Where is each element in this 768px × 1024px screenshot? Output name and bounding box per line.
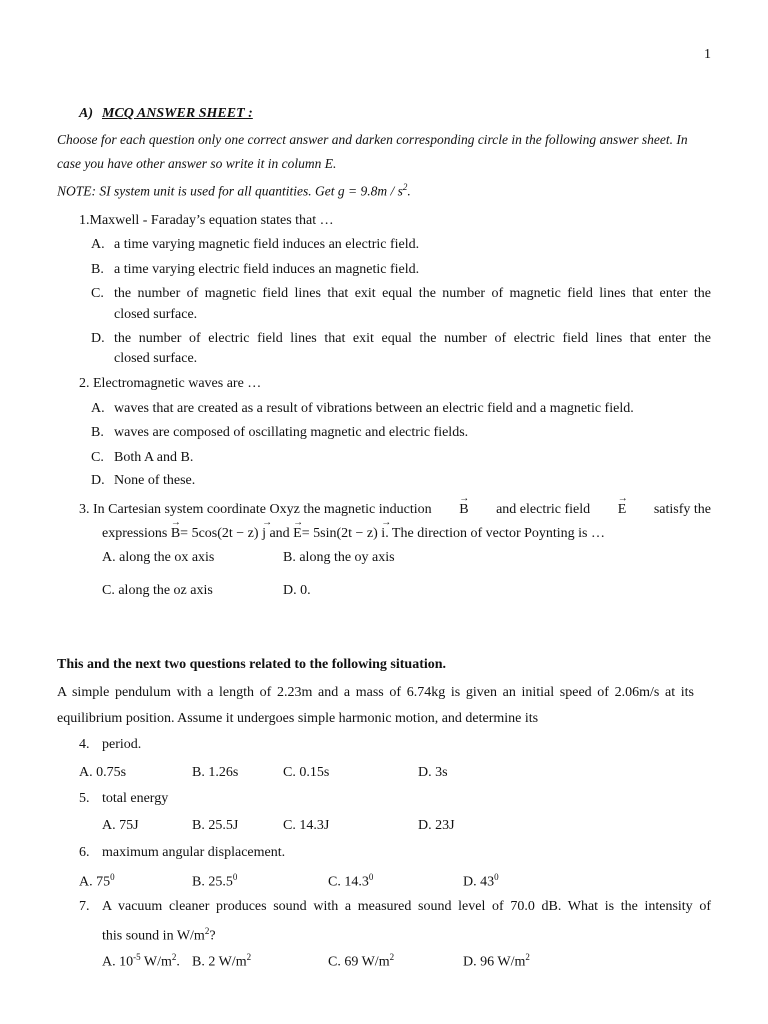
vector-e-expression: → E [293, 527, 302, 541]
q2-option-c: Both A and B. [114, 450, 194, 465]
note-end: . [407, 183, 411, 199]
q7-option-c [328, 953, 394, 970]
q3-line1 [79, 503, 711, 517]
q7-option-a-exp: -5 [133, 952, 141, 962]
q7-option-a [102, 953, 180, 970]
q3-option-d: D. 0. [283, 583, 311, 598]
note-exponent: 2 [402, 182, 408, 192]
q1-option-a-letter: A. [91, 237, 105, 252]
q4-number: 4. [79, 737, 90, 752]
q5-stem: total energy [102, 791, 169, 806]
q4-stem: period. [102, 737, 142, 752]
q7-line-2 [102, 927, 216, 944]
q7-option-a-pre: A. 10 [102, 954, 134, 970]
q7-option-d-sq: 2 [525, 952, 530, 962]
q1-option-d-letter: D. [91, 331, 105, 346]
degree-superscript: 0 [494, 872, 499, 882]
q2-option-b-letter: B. [91, 425, 104, 440]
q6-stem: maximum angular displacement. [102, 845, 286, 860]
q1-option-b-letter: B. [91, 262, 104, 277]
situation-heading: This and the next two questions related to the following situation. [57, 657, 447, 672]
q7-option-d-pre: D. 96 W/m [463, 954, 526, 970]
section-marker: A) [79, 106, 93, 121]
q7-option-a-end: . [176, 954, 180, 970]
q6-option-b-value: B. 25.5 [192, 874, 233, 890]
q3-eq-e: = 5sin(2t − z) [301, 526, 378, 541]
q3-line1-a: 3. In Cartesian system coordinate Oxyz the magnetic induction [79, 502, 432, 517]
degree-superscript: 0 [110, 872, 115, 882]
q7-line-2-sup: 2 [204, 926, 210, 936]
q1-option-a: a time varying magnetic field induces an electric field. [114, 237, 420, 252]
q6-option-c [328, 873, 373, 890]
q7-line-2-end: ? [209, 928, 216, 944]
q6-option-b [192, 873, 237, 890]
note-equation: = 9.8m / s [348, 183, 403, 199]
situation-line-2: equilibrium position. Assume it undergoes simple harmonic motion, and determine its [57, 711, 539, 726]
q1-option-b: a time varying electric field induces an magnetic field. [114, 262, 420, 277]
q6-option-d-value: D. 43 [463, 874, 495, 890]
unit-vector-i: → i [381, 527, 385, 541]
q5-option-b: B. 25.5J [192, 818, 239, 833]
q2-option-a: waves that are created as a result of vibrations between an electric field and a magnetic field. [114, 401, 634, 416]
vector-b-expression: → B [171, 527, 180, 541]
q1-stem: 1.Maxwell - Faraday’s equation states that … [79, 213, 334, 228]
q3-option-c: C. along the oz axis [102, 583, 213, 598]
q3-line2 [102, 527, 605, 541]
q3-eq-b: = 5cos(2t − z) [180, 526, 259, 541]
q2-stem: 2. Electromagnetic waves are … [79, 376, 262, 391]
q5-option-d: D. 23J [418, 818, 455, 833]
q6-number: 6. [79, 845, 90, 860]
q4-option-b: B. 1.26s [192, 765, 239, 780]
note-line [57, 183, 411, 198]
q3-line1-c: satisfy the [653, 502, 711, 517]
q1-option-d-line1: the number of electric field lines that exit equal the number of electric field lines that enter the [114, 331, 711, 346]
q2-option-b: waves are composed of oscillating magnetic and electric fields. [114, 425, 469, 440]
vector-e: → E [618, 503, 627, 517]
degree-superscript: 0 [368, 872, 374, 882]
q4-option-d: D. 3s [418, 765, 448, 780]
q7-option-a-sq: 2 [171, 952, 177, 962]
q5-number: 5. [79, 791, 90, 806]
q7-option-b-sq: 2 [246, 952, 252, 962]
q2-option-a-letter: A. [91, 401, 105, 416]
q6-option-a-value: A. 75 [79, 874, 111, 890]
q3-line2-end: . The direction of vector Poynting is … [385, 526, 606, 541]
q7-number: 7. [79, 899, 90, 914]
instruction-line-1: Choose for each question only one correct answer and darken corresponding circle in the following answer sheet. In [57, 132, 688, 147]
q2-option-d-letter: D. [91, 473, 105, 488]
note-prefix: NOTE: SI system unit is used for all quantities. Get g [57, 183, 345, 199]
section-title: MCQ ANSWER SHEET : [102, 106, 253, 121]
q3-and: and [269, 526, 290, 541]
q4-option-c: C. 0.15s [283, 765, 330, 780]
q6-option-d [463, 873, 499, 890]
q2-option-d: None of these. [114, 473, 196, 488]
q7-line-2-text: this sound in W/m [102, 928, 205, 944]
q7-option-d [463, 953, 530, 970]
q5-option-c: C. 14.3J [283, 818, 330, 833]
q3-option-a: A. along the ox axis [102, 550, 215, 565]
q3-option-b: B. along the oy axis [283, 550, 395, 565]
situation-line-1: A simple pendulum with a length of 2.23m and a mass of 6.74kg is given an initial speed of 2.06m/s at its [57, 685, 694, 700]
q3-line2-a: expressions [102, 526, 168, 541]
q7-option-a-unit: W/m [140, 954, 172, 970]
q7-option-c-sq: 2 [389, 952, 395, 962]
page-number: 1 [704, 47, 711, 62]
q3-line1-b: and electric field [496, 502, 591, 517]
q1-option-c-letter: C. [91, 286, 104, 301]
q7-line-1: A vacuum cleaner produces sound with a measured sound level of 70.0 dB. What is the intensity of [102, 899, 711, 914]
q7-option-b-pre: B. 2 W/m [192, 954, 247, 970]
q6-option-a [79, 873, 115, 890]
q1-option-c-line1: the number of magnetic field lines that exit equal the number of magnetic field lines that enter the [114, 286, 711, 301]
degree-superscript: 0 [232, 872, 238, 882]
q4-option-a: A. 0.75s [79, 765, 127, 780]
instruction-line-2: case you have other answer so write it in column E. [57, 156, 337, 171]
q1-option-c-line2: closed surface. [114, 307, 198, 322]
q2-option-c-letter: C. [91, 450, 104, 465]
unit-vector-j: → j [262, 527, 266, 541]
q6-option-c-value: C. 14.3 [328, 874, 369, 890]
q5-option-a: A. 75J [102, 818, 139, 833]
q7-option-c-pre: C. 69 W/m [328, 954, 390, 970]
vector-b: → B [459, 503, 468, 517]
q1-option-d-line2: closed surface. [114, 351, 198, 366]
q7-option-b [192, 953, 251, 970]
